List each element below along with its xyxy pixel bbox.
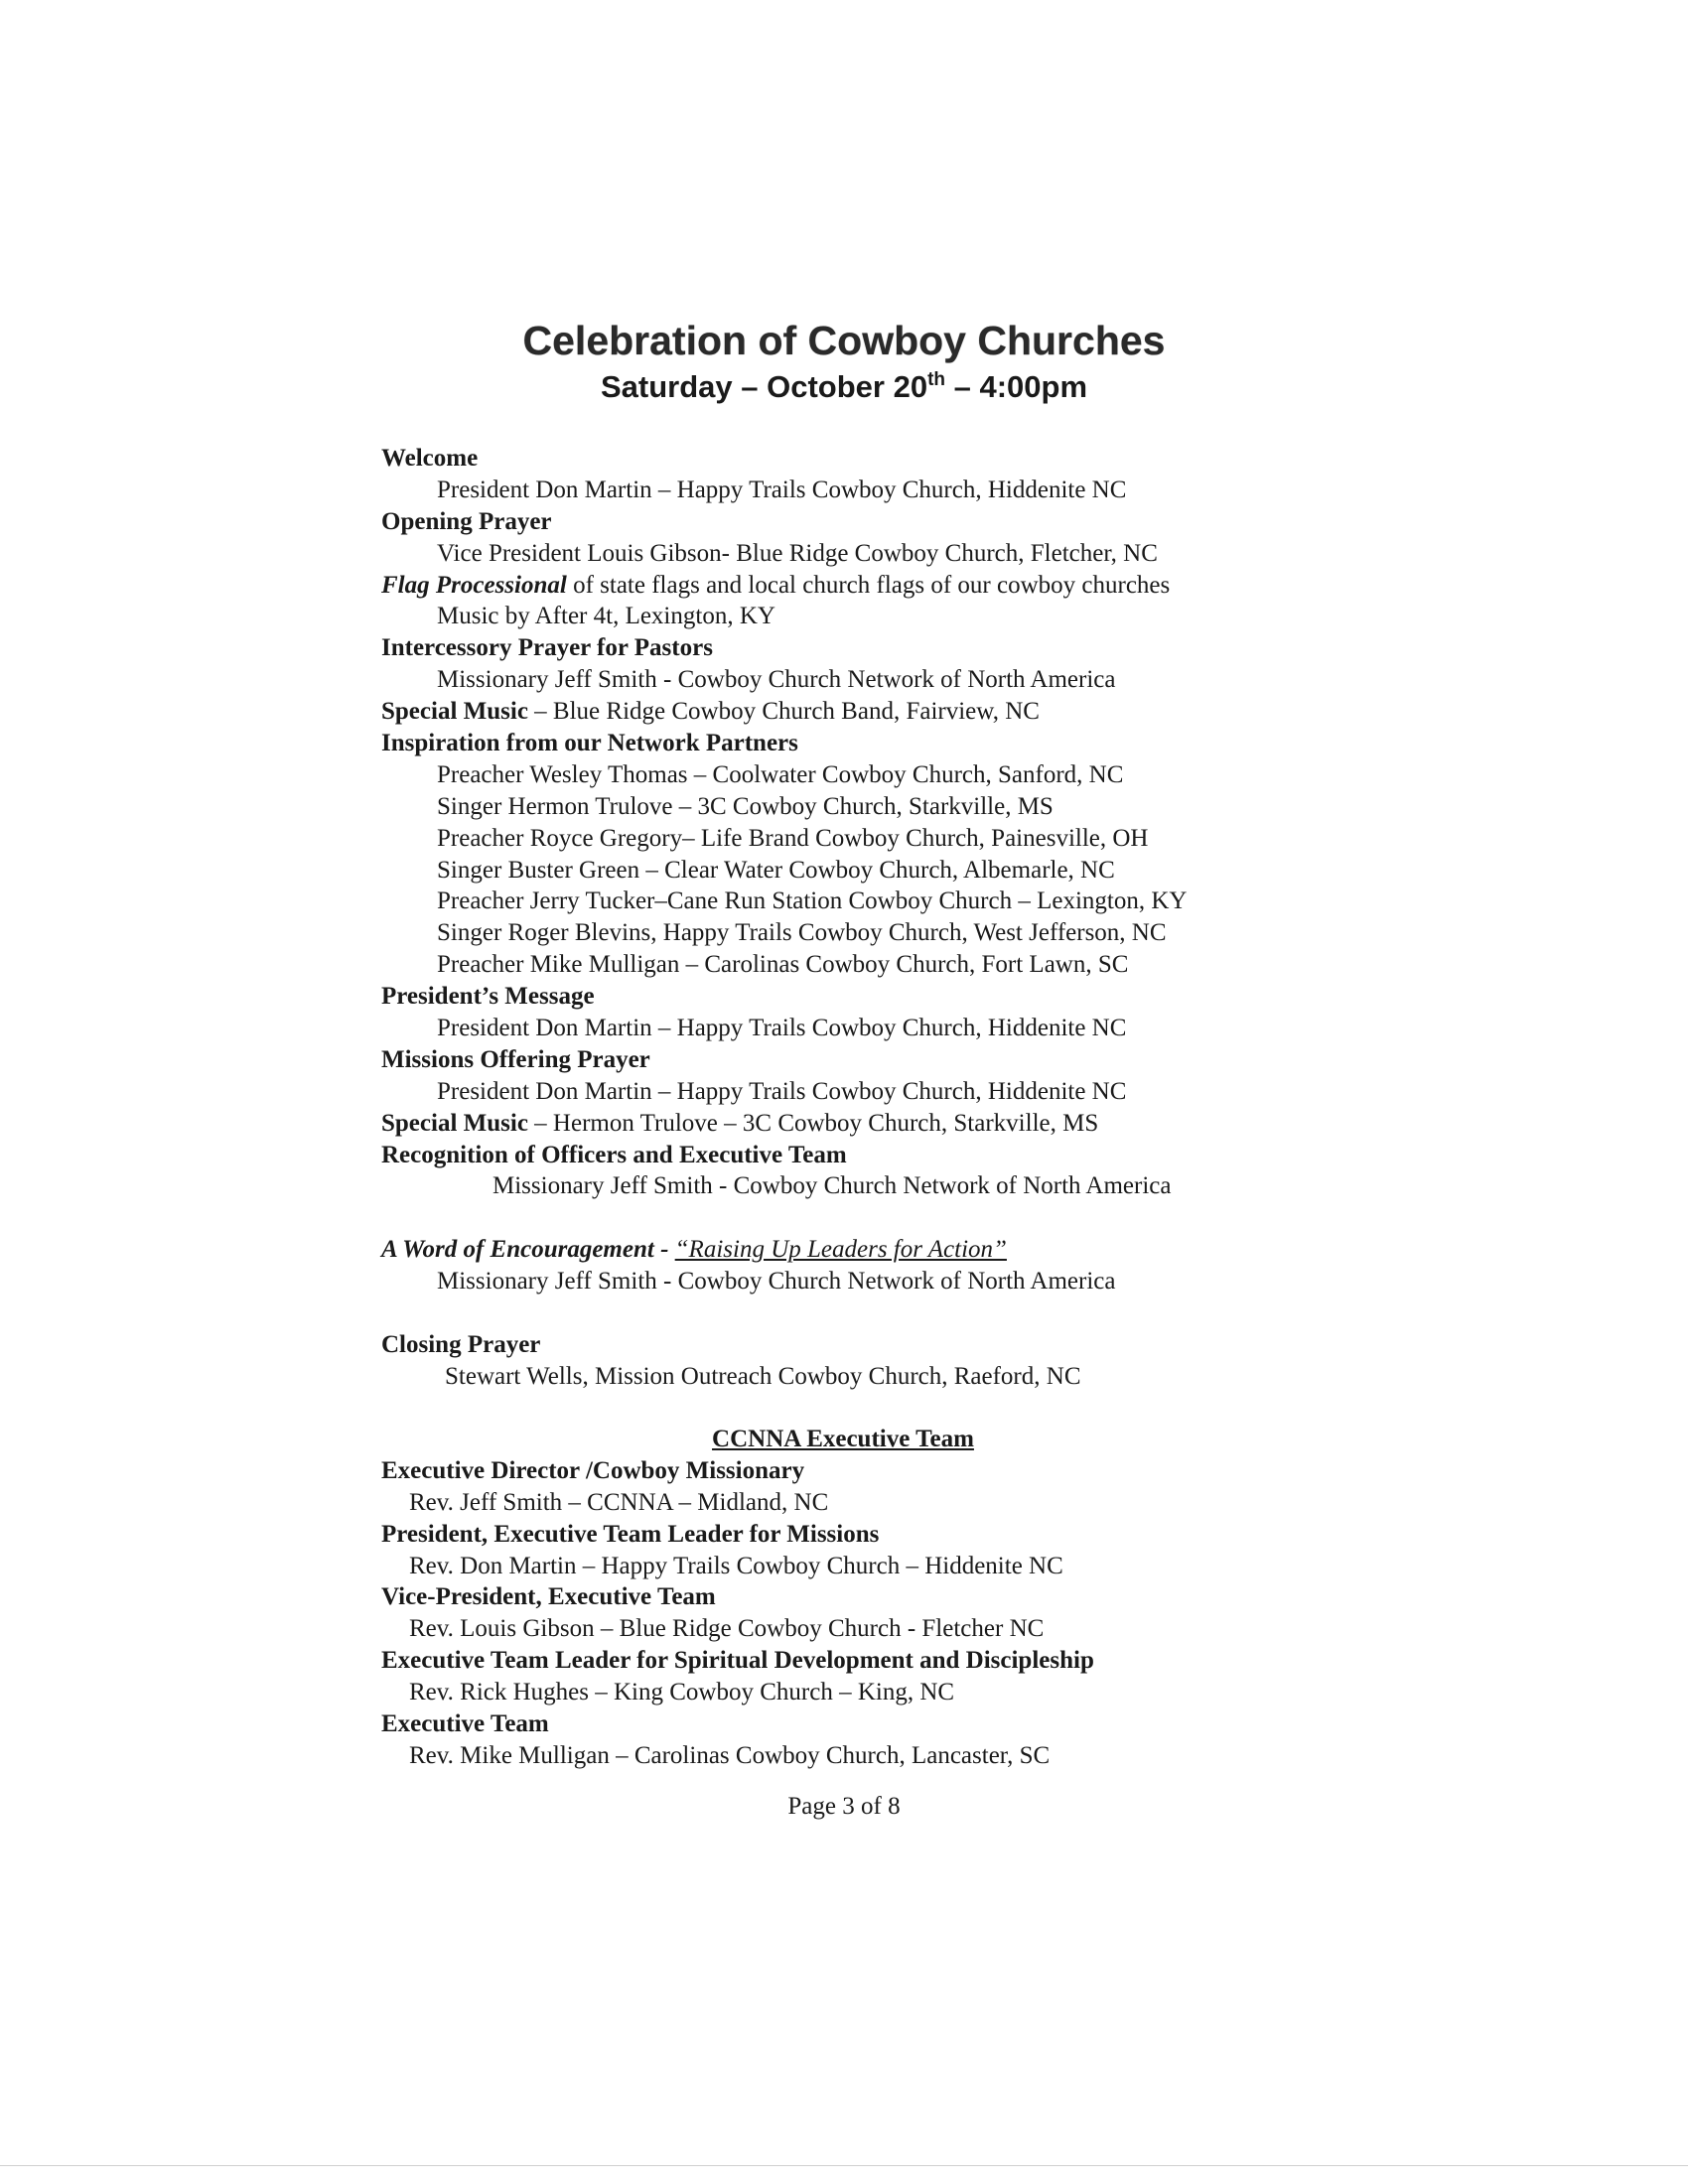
program-heading-presidents-message: President’s Message bbox=[381, 983, 595, 1011]
scan-edge-divider bbox=[0, 2165, 1688, 2166]
program-heading-special-music: Special Music bbox=[381, 1109, 528, 1137]
partner-item: Preacher Royce Gregory– Life Brand Cowboy Church, Painesville, OH bbox=[437, 824, 1149, 852]
spacer bbox=[381, 1202, 1374, 1234]
partner-item: Singer Buster Green – Clear Water Cowboy Church, Albemarle, NC bbox=[437, 856, 1115, 884]
program-heading-inspiration: Inspiration from our Network Partners bbox=[381, 730, 798, 757]
program-list bbox=[381, 443, 1374, 1393]
program-heading-missions-offering: Missions Offering Prayer bbox=[381, 1045, 650, 1073]
program-heading-special-music: Special Music bbox=[381, 698, 528, 726]
executive-team-heading: CCNNA Executive Team bbox=[712, 1426, 974, 1452]
ordinal-suffix: th bbox=[927, 369, 945, 390]
team-role: Vice-President, Executive Team bbox=[381, 1583, 716, 1611]
message-title: “Raising Up Leaders for Action” bbox=[674, 1236, 1007, 1264]
program-heading-flag-processional: Flag Processional bbox=[381, 571, 567, 599]
executive-team-section bbox=[381, 1424, 1374, 1772]
separator: - bbox=[653, 1236, 675, 1264]
program-item-special-music bbox=[381, 696, 1374, 728]
partner-item: Preacher Mike Mulligan – Carolinas Cowboy Church, Fort Lawn, SC bbox=[437, 951, 1129, 979]
team-member: Rev. Don Martin – Happy Trails Cowboy Church – Hiddenite NC bbox=[409, 1552, 1063, 1579]
program-heading-word-of-encouragement: A Word of Encouragement bbox=[381, 1236, 654, 1264]
partner-item: Preacher Jerry Tucker–Cane Run Station Cowboy Church – Lexington, KY bbox=[437, 887, 1188, 915]
program-detail: – Hermon Trulove – 3C Cowboy Church, Starkville, MS bbox=[527, 1109, 1099, 1137]
executive-team-heading-row bbox=[381, 1424, 1305, 1455]
program-detail: of state flags and local church flags of our cowboy churches bbox=[566, 571, 1171, 599]
program-heading-opening-prayer: Opening Prayer bbox=[381, 507, 552, 535]
program-heading-welcome: Welcome bbox=[381, 445, 479, 472]
team-member: Rev. Jeff Smith – CCNNA – Midland, NC bbox=[409, 1488, 829, 1516]
program-detail: Missionary Jeff Smith - Cowboy Church Network of North America bbox=[437, 1268, 1116, 1296]
program-detail: Vice President Louis Gibson- Blue Ridge Cowboy Church, Fletcher, NC bbox=[437, 539, 1158, 567]
page-number: Page 3 of 8 bbox=[787, 1793, 901, 1820]
program-detail: President Don Martin – Happy Trails Cowboy Church, Hiddenite NC bbox=[437, 1015, 1127, 1042]
team-role: Executive Director /Cowboy Missionary bbox=[381, 1456, 805, 1484]
program-detail: Music by After 4t, Lexington, KY bbox=[437, 603, 775, 630]
program-heading-closing-prayer: Closing Prayer bbox=[381, 1330, 541, 1358]
program-detail: Missionary Jeff Smith - Cowboy Church Network of North America bbox=[492, 1172, 1172, 1200]
partner-item: Singer Roger Blevins, Happy Trails Cowboy Church, West Jefferson, NC bbox=[437, 919, 1167, 947]
spacer bbox=[381, 1297, 1374, 1329]
program-item-special-music-2 bbox=[381, 1108, 1374, 1140]
program-heading-intercessory-prayer: Intercessory Prayer for Pastors bbox=[381, 634, 713, 662]
team-role: Executive Team bbox=[381, 1710, 549, 1738]
team-member: Rev. Mike Mulligan – Carolinas Cowboy Church, Lancaster, SC bbox=[409, 1741, 1051, 1769]
program-detail: – Blue Ridge Cowboy Church Band, Fairview, NC bbox=[527, 698, 1040, 726]
subtitle-date: Saturday – October 20 bbox=[600, 369, 928, 404]
partner-item: Preacher Wesley Thomas – Coolwater Cowboy Church, Sanford, NC bbox=[437, 760, 1124, 788]
team-role: Executive Team Leader for Spiritual Development and Discipleship bbox=[381, 1647, 1094, 1675]
program-detail: President Don Martin – Happy Trails Cowboy Church, Hiddenite NC bbox=[437, 1077, 1127, 1105]
team-member: Rev. Louis Gibson – Blue Ridge Cowboy Church - Fletcher NC bbox=[409, 1615, 1045, 1643]
team-role: President, Executive Team Leader for Missions bbox=[381, 1520, 880, 1548]
program-detail: Missionary Jeff Smith - Cowboy Church Network of North America bbox=[437, 666, 1116, 694]
program-heading-recognition: Recognition of Officers and Executive Team bbox=[381, 1141, 847, 1168]
program-item-word-of-encouragement bbox=[381, 1234, 1374, 1266]
program-detail: Stewart Wells, Mission Outreach Cowboy Church, Raeford, NC bbox=[445, 1362, 1081, 1390]
partner-item: Singer Hermon Trulove – 3C Cowboy Church, Starkville, MS bbox=[437, 792, 1054, 820]
program-detail: President Don Martin – Happy Trails Cowboy Church, Hiddenite NC bbox=[437, 476, 1127, 503]
page-title: Celebration of Cowboy Churches bbox=[522, 318, 1166, 363]
subtitle-time: – 4:00pm bbox=[945, 369, 1088, 404]
event-date-time bbox=[0, 369, 1688, 405]
team-member: Rev. Rick Hughes – King Cowboy Church – King, NC bbox=[409, 1679, 955, 1706]
program-item-flag-processional bbox=[381, 570, 1374, 602]
